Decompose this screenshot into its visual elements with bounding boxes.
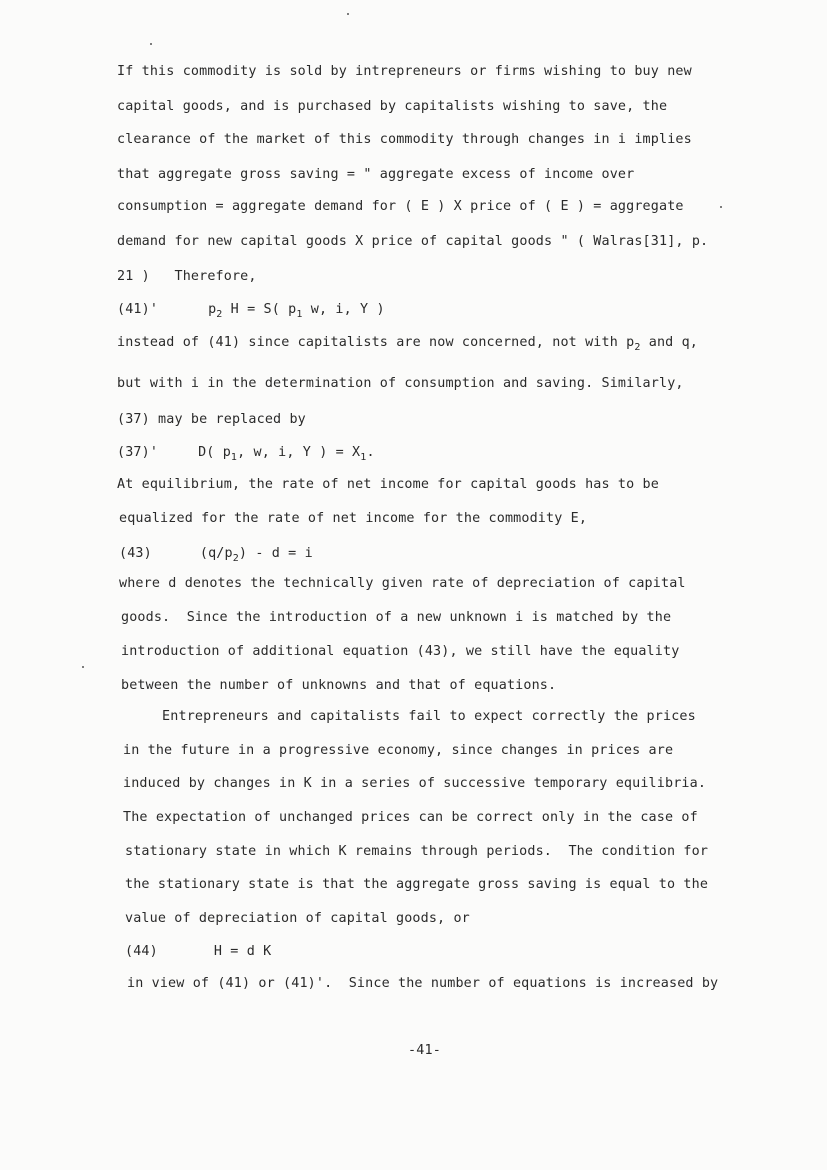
text-line: that aggregate gross saving = " aggregate excess of income over <box>117 167 635 182</box>
scan-speck <box>720 206 722 208</box>
subscript: 1 <box>296 309 303 320</box>
equation-term: (q/p <box>199 546 233 561</box>
text-line: clearance of the market of this commodity through changes in i implies <box>117 132 692 147</box>
text-line: consumption = aggregate demand for ( E ) X price of ( E ) = aggregate <box>117 199 684 214</box>
equation-term: . <box>366 445 375 460</box>
text-line: capital goods, and is purchased by capitalists wishing to save, the <box>117 99 668 114</box>
equation-term: w, i, Y ) <box>302 302 385 317</box>
equation-term: D( p <box>198 445 231 460</box>
subscript: 2 <box>216 309 223 320</box>
equation-term: H = d K <box>213 944 272 959</box>
equation-44 <box>125 944 271 960</box>
text-line: If this commodity is sold by intrepreneurs or firms wishing to buy new <box>117 64 692 79</box>
text-line: but with i in the determination of consumption and saving. Similarly, <box>117 376 684 391</box>
text-line: in view of (41) or (41)'. Since the number of equations is increased by <box>127 976 719 991</box>
equation-label: (41)' <box>117 302 159 317</box>
text-line: demand for new capital goods X price of capital goods " ( Walras[31], p. <box>117 234 709 249</box>
equation-term: ) - d = i <box>238 546 313 561</box>
text-line: induced by changes in K in a series of successive temporary equilibria. <box>123 776 707 791</box>
text-line: (37) may be replaced by <box>117 412 306 427</box>
text-line: where d denotes the technically given rate of depreciation of capital <box>119 576 686 591</box>
text-line <box>117 335 698 352</box>
scan-speck <box>82 666 84 668</box>
subscript: 1 <box>230 452 238 463</box>
equation-label: (43) <box>119 546 152 561</box>
text-line: value of depreciation of capital goods, or <box>125 911 470 926</box>
equation-43 <box>119 546 313 563</box>
equation-label: (44) <box>125 944 158 959</box>
text-line: in the future in a progressive economy, since changes in prices are <box>123 743 674 758</box>
text-line: stationary state in which K remains through periods. The condition for <box>125 844 709 859</box>
text-segment: and q, <box>640 335 699 350</box>
text-line: goods. Since the introduction of a new unknown i is matched by the <box>121 610 672 625</box>
text-line: the stationary state is that the aggregate gross saving is equal to the <box>125 877 709 892</box>
text-segment: instead of (41) since capitalists are now concerned, not with p <box>117 335 635 350</box>
equation-term: , w, i, Y ) = X <box>237 445 361 460</box>
subscript: 2 <box>634 342 641 353</box>
text-line: 21 ) Therefore, <box>117 269 257 284</box>
text-line: Entrepreneurs and capitalists fail to expect correctly the prices <box>121 709 696 724</box>
text-line: introduction of additional equation (43), we still have the equality <box>121 644 680 659</box>
text-line: The expectation of unchanged prices can be correct only in the case of <box>123 810 698 825</box>
subscript: 2 <box>232 553 239 564</box>
text-line: At equilibrium, the rate of net income for capital goods has to be <box>117 477 659 492</box>
equation-term: p <box>208 302 217 317</box>
text-line: equalized for the rate of net income for the commodity E, <box>119 511 588 526</box>
page-number: -41- <box>408 1043 442 1058</box>
equation-term: H = S( p <box>222 302 297 317</box>
subscript: 1 <box>360 452 367 463</box>
equation-37-prime <box>117 445 375 462</box>
scan-speck <box>150 43 152 45</box>
scan-speck <box>347 13 349 15</box>
text-line: between the number of unknowns and that of equations. <box>121 678 557 693</box>
equation-label: (37)' <box>117 445 159 460</box>
equation-41-prime <box>117 302 385 319</box>
